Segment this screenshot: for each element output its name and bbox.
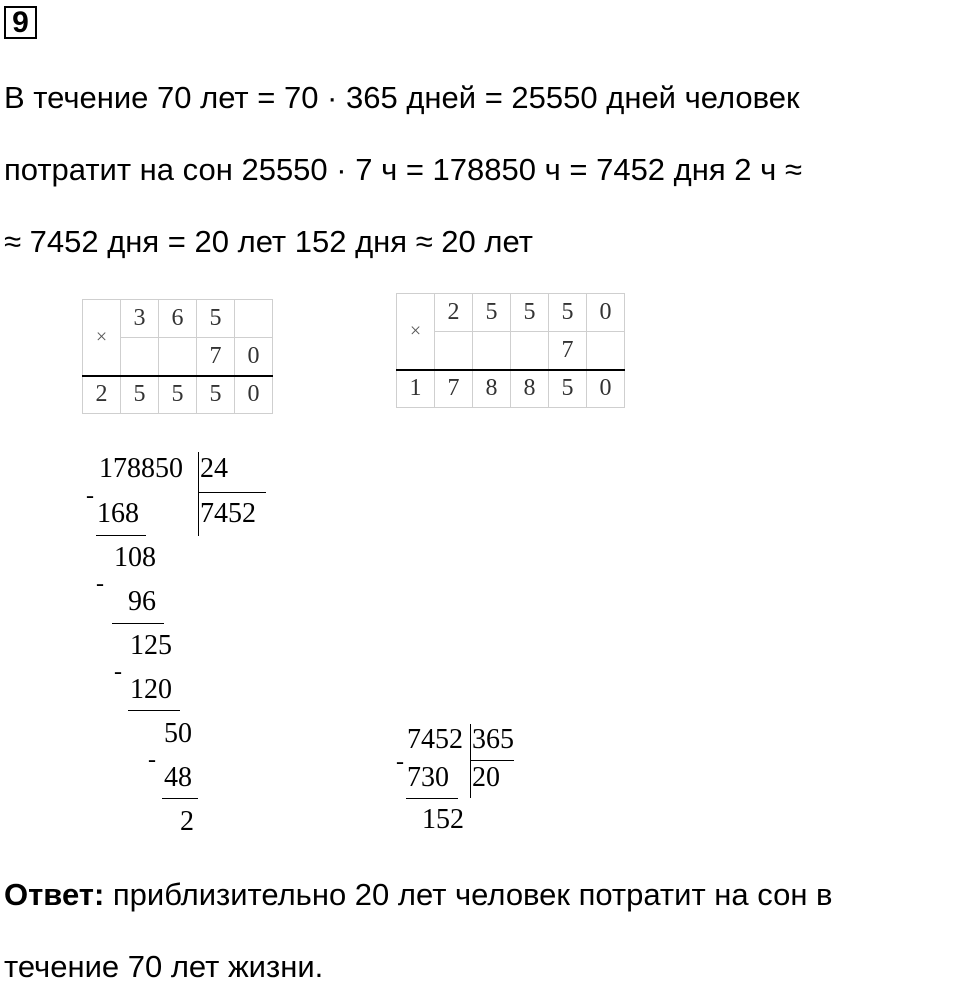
- minus-sign: -: [86, 483, 94, 509]
- minus-sign: -: [114, 659, 122, 685]
- result-digit: 0: [235, 376, 273, 414]
- solution-line-3: ≈ 7452 дня = 20 лет 152 дня ≈ 20 лет: [4, 224, 533, 259]
- digit-cell: [159, 338, 197, 376]
- digit-cell: [121, 338, 159, 376]
- result-digit: 7: [435, 370, 473, 408]
- solution-line-2: потратит на сон 25550 · 7 ч = 178850 ч = 7452 дня 2 ч ≈: [4, 152, 802, 187]
- digit-cell: 5: [473, 294, 511, 332]
- digit-cell: [435, 332, 473, 370]
- remainder: 125: [130, 630, 172, 661]
- final-remainder: 152: [422, 804, 464, 835]
- quotient: 20: [472, 762, 500, 793]
- quotient: 7452: [200, 498, 256, 529]
- result-digit: 5: [121, 376, 159, 414]
- digit-cell: 2: [435, 294, 473, 332]
- answer-line-2: течение 70 лет жизни.: [4, 949, 324, 984]
- digit-cell: 5: [549, 294, 587, 332]
- dividend: 7452: [407, 724, 463, 755]
- answer-label: Ответ:: [4, 877, 105, 912]
- subtrahend: 48: [164, 762, 192, 793]
- digit-cell: [587, 332, 625, 370]
- subtraction-line: [128, 710, 180, 711]
- result-digit: 1: [397, 370, 435, 408]
- minus-sign: -: [148, 747, 156, 773]
- subtraction-line: [96, 535, 146, 536]
- remainder: 50: [164, 718, 192, 749]
- result-digit: 5: [197, 376, 235, 414]
- result-digit: 2: [83, 376, 121, 414]
- final-remainder: 2: [180, 806, 194, 837]
- subtrahend: 96: [128, 586, 156, 617]
- multiplication-25550-by-7: [396, 293, 625, 408]
- subtraction-line: [406, 798, 458, 799]
- subtrahend: 120: [130, 674, 172, 705]
- result-digit: 5: [549, 370, 587, 408]
- division-bracket-horizontal: [198, 492, 266, 493]
- digit-cell: 0: [587, 294, 625, 332]
- result-digit: 8: [473, 370, 511, 408]
- digit-cell: 7: [549, 332, 587, 370]
- minus-sign: -: [396, 749, 404, 775]
- digit-cell: 7: [197, 338, 235, 376]
- subtraction-line: [162, 798, 198, 799]
- subtraction-line: [112, 623, 164, 624]
- division-bracket-vertical: [198, 452, 199, 536]
- result-digit: 5: [159, 376, 197, 414]
- result-digit: 0: [587, 370, 625, 408]
- division-bracket-vertical: [470, 724, 471, 798]
- answer-text: приблизительно 20 лет человек потратит на сон в: [104, 877, 833, 912]
- divisor: 24: [200, 453, 228, 484]
- divisor: 365: [472, 724, 514, 755]
- multiply-sign: ×: [83, 300, 121, 376]
- minus-sign: -: [96, 571, 104, 597]
- digit-cell: 3: [121, 300, 159, 338]
- division-bracket-horizontal: [470, 760, 514, 761]
- digit-cell: [235, 300, 273, 338]
- multiplication-365-by-70: [82, 299, 273, 414]
- digit-cell: 0: [235, 338, 273, 376]
- digit-cell: 6: [159, 300, 197, 338]
- subtrahend: 730: [407, 762, 449, 793]
- answer-line-1: [4, 875, 833, 915]
- result-digit: 8: [511, 370, 549, 408]
- dividend: 178850: [99, 453, 183, 484]
- digit-cell: [473, 332, 511, 370]
- digit-cell: 5: [511, 294, 549, 332]
- digit-cell: [511, 332, 549, 370]
- solution-line-1: В течение 70 лет = 70 · 365 дней = 25550 дней человек: [4, 80, 800, 115]
- multiply-sign: ×: [397, 294, 435, 370]
- subtrahend: 168: [97, 498, 139, 529]
- task-number: 9: [4, 6, 37, 39]
- digit-cell: 5: [197, 300, 235, 338]
- remainder: 108: [114, 542, 156, 573]
